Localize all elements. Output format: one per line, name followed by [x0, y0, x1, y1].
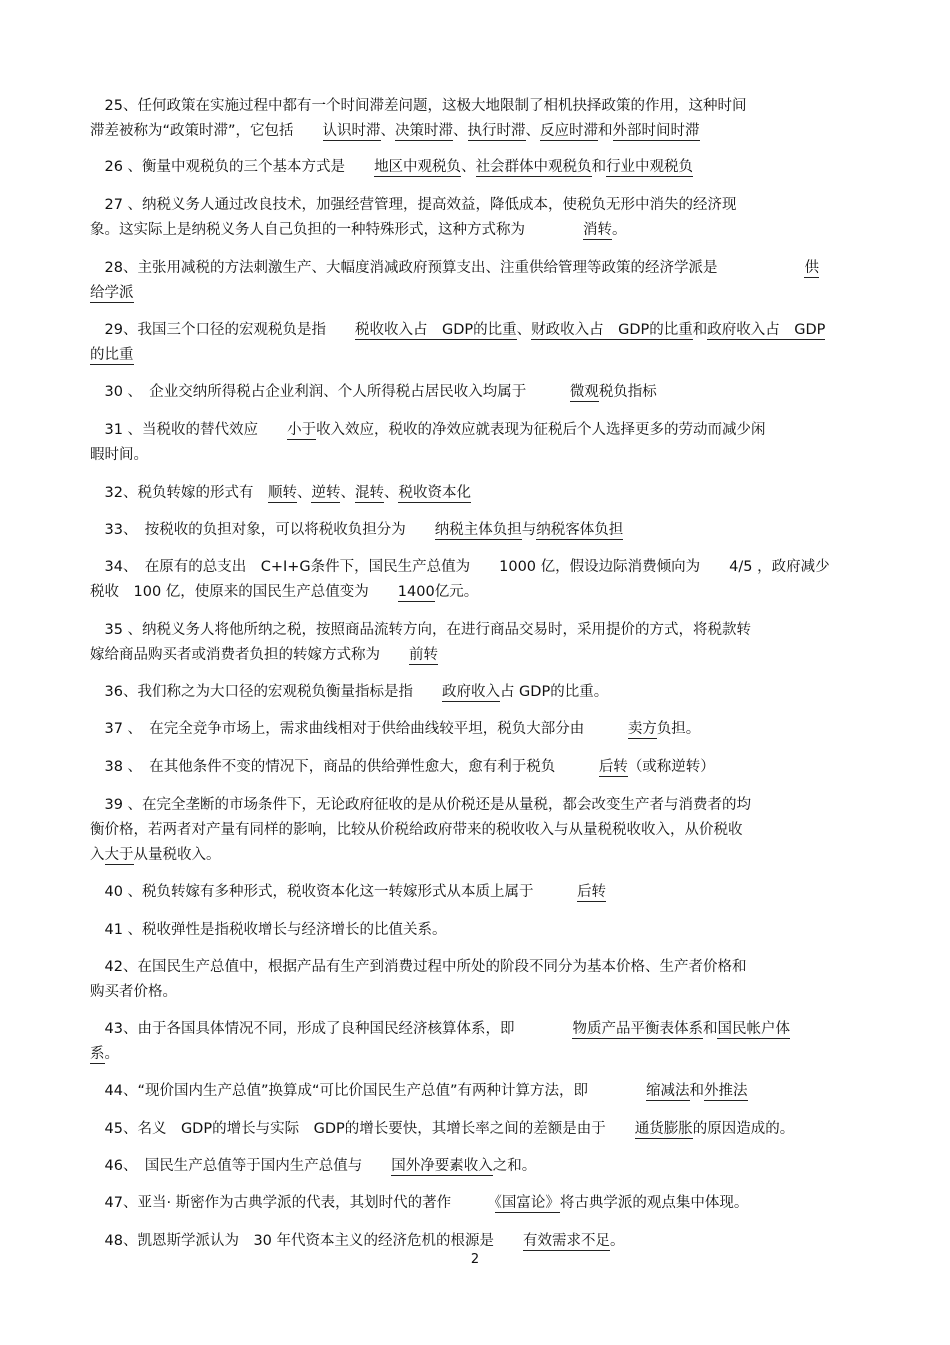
question-line [90, 643, 850, 668]
question-line [90, 155, 850, 180]
answer-blank: 系 [90, 1046, 105, 1062]
question-item [90, 1191, 850, 1216]
question-line [90, 343, 850, 368]
question-text: 占 GDP的比重。 [499, 684, 609, 700]
question-text: 、 [453, 123, 468, 139]
question-line [90, 1079, 850, 1104]
answer-blank: 纳税主体负担 [434, 522, 522, 538]
question-item [90, 481, 850, 506]
question-text: 负担。 [656, 721, 701, 737]
question-text: 滞差被称为“政策时滞”，它包括 [90, 123, 323, 139]
question-line [90, 680, 850, 705]
question-text: 40 、税负转嫁有多种形式，税收资本化这一转嫁形式从本质上属于 [90, 884, 578, 900]
question-text: 27 、纳税义务人通过改良技术，加强经营管理，提高效益，降低成本，使税负无形中消失的经济现 [90, 197, 737, 213]
question-text: 。 [104, 1046, 119, 1062]
question-item [90, 1079, 850, 1104]
answer-blank: 1400 [397, 584, 435, 600]
question-text: 和 [702, 1021, 718, 1037]
question-line [90, 843, 850, 868]
question-text: 38 、 在其他条件不变的情况下，商品的供给弹性愈大，愈有利于税负 [90, 759, 599, 775]
question-text: 26 、衡量中观税负的三个基本方式是 [90, 159, 375, 175]
question-text: 从量税收入。 [133, 847, 221, 863]
question-text: 45、名义 GDP的增长与实际 GDP的增长要快，其增长率之间的差额是由于 [90, 1121, 635, 1137]
question-text: 将古典学派的观点集中体现。 [559, 1195, 749, 1211]
answer-blank: 通货膨胀 [634, 1121, 693, 1137]
question-line [90, 1042, 850, 1067]
question-text: 和 [598, 123, 613, 139]
question-text: 、 [525, 123, 541, 139]
answer-blank: 外推法 [704, 1083, 748, 1099]
question-text: 入 [90, 847, 105, 863]
answer-blank: 执行时滞 [467, 123, 526, 139]
answer-blank: 小于 [287, 422, 317, 438]
question-text: 25、任何政策在实施过程中都有一个时间滞差问题，这极大地限制了相机抉择政策的作用，这种时间 [90, 98, 747, 114]
question-line [90, 618, 850, 643]
question-item [90, 418, 850, 468]
answer-blank: 供 [804, 260, 819, 276]
question-item [90, 955, 850, 1005]
question-text: 30 、 企业交纳所得税占企业利润、个人所得税占居民收入均属于 [90, 384, 570, 400]
question-item [90, 1017, 850, 1067]
question-line [90, 880, 850, 905]
question-item [90, 680, 850, 705]
question-line [90, 193, 850, 218]
question-line [90, 980, 850, 1005]
question-text: 购买者价格。 [90, 984, 177, 1000]
question-line [90, 380, 850, 405]
question-line [90, 218, 850, 243]
answer-blank: 《国富论》 [494, 1195, 560, 1211]
question-text: 31 、当税收的替代效应 [90, 422, 288, 438]
question-text: 。 [612, 222, 627, 238]
answer-blank: 卖方 [627, 721, 657, 737]
question-text: 28、主张用减税的方法刺激生产、大幅度消减政府预算支出、注重供给管理等政策的经济学派是 [90, 260, 805, 276]
question-text: 35 、纳税义务人将他所纳之税，按照商品流转方向，在进行商品交易时，采用提价的方式，将税款转 [90, 622, 752, 638]
answer-blank: 消转 [583, 222, 612, 238]
question-line [90, 793, 850, 818]
question-line [90, 518, 850, 543]
question-line [90, 818, 850, 843]
answer-blank: 的比重 [90, 347, 134, 363]
question-text: 嫁给商品购买者或消费者负担的转嫁方式称为 [90, 647, 409, 663]
question-text: 税负指标 [598, 384, 657, 400]
page-number: 2 [470, 1252, 480, 1267]
question-text: 、 [340, 485, 355, 501]
question-text: （或称逆转） [627, 759, 715, 775]
question-item [90, 717, 850, 742]
answer-blank: 国外净要素收入 [391, 1158, 493, 1174]
question-line [90, 918, 850, 943]
question-text: 衡价格，若两者对产量有同样的影响，比较从价税给政府带来的税收收入与从量税税收收入，从价税收 [90, 822, 743, 838]
answer-blank: 后转 [598, 759, 628, 775]
question-line [90, 119, 850, 144]
answer-blank: 政府收入占 GDP [707, 322, 826, 338]
answer-blank: 社会群体中观税负 [475, 159, 592, 175]
question-text: 、 [461, 159, 476, 175]
question-item [90, 793, 850, 868]
answer-blank: 逆转 [311, 485, 341, 501]
question-text: 收入效应，税收的净效应就表现为征税后个人选择更多的劳动而减少闲 [316, 422, 766, 438]
question-text: 象。这实际上是纳税义务人自己负担的一种特殊形式，这种方式称为 [90, 222, 583, 238]
question-item [90, 618, 850, 668]
question-text: 39 、在完全垄断的市场条件下，无论政府征收的是从价税还是从量税，都会改变生产者与消费者的均 [90, 797, 752, 813]
question-text: 、 [516, 322, 532, 338]
question-text: 32、税负转嫁的形式有 [90, 485, 268, 501]
answer-blank: 给学派 [90, 285, 134, 301]
question-text: 42、在国民生产总值中，根据产品有生产到消费过程中所处的阶段不同分为基本价格、生产者价格和 [90, 959, 747, 975]
question-line [90, 580, 850, 605]
question-text: 暇时间。 [90, 447, 148, 463]
question-text: 37 、 在完全竞争市场上，需求曲线相对于供给曲线较平坦，税负大部分由 [90, 721, 628, 737]
answer-blank: 反应时滞 [540, 123, 599, 139]
answer-blank: 微观 [569, 384, 599, 400]
question-item [90, 918, 850, 943]
question-text: 之和。 [492, 1158, 537, 1174]
answer-blank: 后转 [577, 884, 607, 900]
question-item [90, 1229, 850, 1254]
question-line [90, 94, 850, 119]
question-item [90, 193, 850, 243]
question-item [90, 755, 850, 780]
answer-blank: 缩减法 [646, 1083, 690, 1099]
question-text: 48、凯恩斯学派认为 30 年代资本主义的经济危机的根源是 [90, 1233, 524, 1249]
question-line [90, 555, 850, 580]
question-line [90, 443, 850, 468]
question-line [90, 717, 850, 742]
question-line [90, 481, 850, 506]
question-item [90, 555, 850, 605]
question-line [90, 281, 850, 306]
question-item [90, 155, 850, 180]
question-line [90, 755, 850, 780]
question-text: 的原因造成的。 [692, 1121, 795, 1137]
answer-blank: 政府收入 [441, 684, 500, 700]
answer-blank: 有效需求不足 [523, 1233, 611, 1249]
question-text: 43、由于各国具体情况不同，形成了良种国民经济核算体系，即 [90, 1021, 573, 1037]
question-item [90, 380, 850, 405]
answer-blank: 物质产品平衡表体系 [572, 1021, 703, 1037]
answer-blank: 税收资本化 [398, 485, 471, 501]
question-text: 亿元。 [434, 584, 479, 600]
question-text: 、 [380, 123, 396, 139]
answer-blank: 决策时滞 [395, 123, 454, 139]
answer-blank: 前转 [409, 647, 438, 663]
question-item [90, 318, 850, 368]
question-item [90, 1117, 850, 1142]
answer-blank: 行业中观税负 [606, 159, 694, 175]
answer-blank: 地区中观税负 [374, 159, 462, 175]
question-text: 和 [591, 159, 607, 175]
question-item [90, 518, 850, 543]
answer-blank: 混转 [354, 485, 384, 501]
question-line [90, 1117, 850, 1142]
question-text: 和 [692, 322, 708, 338]
answer-blank: 税收收入占 GDP的比重 [354, 322, 517, 338]
question-text: 34、 在原有的总支出 C+I+G条件下，国民生产总值为 1000 亿，假设边际消费倾向为 4/5 ，政府减少 [90, 559, 830, 575]
question-text: 与 [521, 522, 537, 538]
question-line [90, 1154, 850, 1179]
question-text: 29、我国三个口径的宏观税负是指 [90, 322, 355, 338]
question-text: 46、 国民生产总值等于国内生产总值与 [90, 1158, 392, 1174]
question-text: 税收 100 亿，使原来的国民生产总值变为 [90, 584, 398, 600]
answer-blank: 顺转 [267, 485, 297, 501]
question-line [90, 256, 850, 281]
question-text: 44、“现价国内生产总值”换算成“可比价国民生产总值”有两种计算方法，即 [90, 1083, 646, 1099]
question-text: 、 [296, 485, 312, 501]
question-line [90, 1229, 850, 1254]
answer-blank: 外部时间时滞 [612, 123, 700, 139]
answer-blank: 大于 [104, 847, 134, 863]
question-text: 36、我们称之为大口径的宏观税负衡量指标是指 [90, 684, 442, 700]
question-text: 和 [689, 1083, 704, 1099]
question-text: 。 [610, 1233, 625, 1249]
question-item [90, 1154, 850, 1179]
answer-blank: 认识时滞 [322, 123, 381, 139]
question-line [90, 1191, 850, 1216]
question-item [90, 256, 850, 306]
answer-blank: 纳税客体负担 [536, 522, 624, 538]
question-item [90, 94, 850, 144]
question-line [90, 1017, 850, 1042]
question-line [90, 955, 850, 980]
question-line [90, 318, 850, 343]
question-text: 41 、税收弹性是指税收增长与经济增长的比值关系。 [90, 922, 447, 938]
answer-blank: 财政收入占 GDP的比重 [531, 322, 693, 338]
question-item [90, 880, 850, 905]
question-line [90, 418, 850, 443]
answer-blank: 国民帐户体 [717, 1021, 790, 1037]
question-text: 47、亚当· 斯密作为古典学派的代表，其划时代的著作 [90, 1195, 495, 1211]
question-text: 、 [383, 485, 399, 501]
question-text: 33、 按税收的负担对象，可以将税收负担分为 [90, 522, 435, 538]
